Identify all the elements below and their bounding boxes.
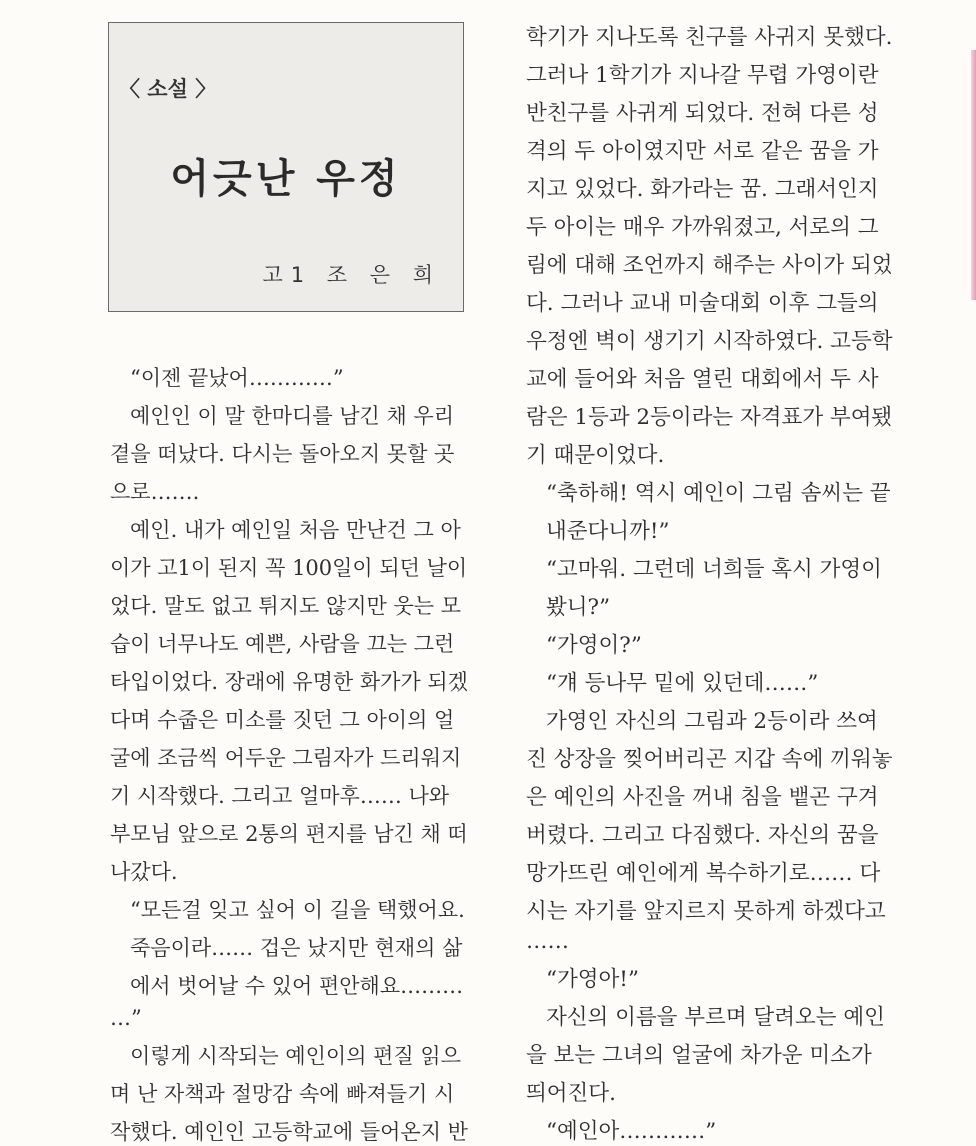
text-line: 자신의 이름을 부르며 달려오는 예인 (546, 1005, 885, 1030)
text-line: 다. 그러나 교내 미술대회 이후 그들의 (526, 291, 879, 316)
text-line: …” (110, 1006, 142, 1030)
text-line: 기 시작했다. 그리고 얼마후…… 나와 (110, 784, 450, 808)
text-line: 으로……. (110, 480, 200, 504)
text-line: 시는 자기를 앞지르지 못하게 하겠다고 (526, 899, 886, 924)
text-line: “예인아…………” (546, 1119, 717, 1144)
text-line: “모든걸 잊고 싶어 이 길을 택했어요. (130, 898, 465, 922)
text-line: 부모님 앞으로 2통의 편지를 남긴 채 떠 (110, 822, 468, 846)
text-line: 굴에 조금씩 어두운 그림자가 드리워지 (110, 746, 462, 770)
text-line: 교에 들어와 처음 열린 대회에서 두 사 (526, 367, 879, 392)
text-line: 작했다. 예인인 고등학교에 들어온지 반 (110, 1120, 468, 1144)
text-line: 학기가 지나도록 친구를 사귀지 못했다. (526, 25, 893, 50)
text-line: “이젠 끝났어…………” (130, 366, 344, 390)
text-line: 예인인 이 말 한마디를 남긴 채 우리 (130, 404, 455, 428)
text-line: 가영인 자신의 그림과 2등이라 쓰여 (546, 709, 878, 734)
text-line: 진 상장을 찢어버리곤 지갑 속에 끼워놓 (526, 747, 893, 772)
text-line: 며 난 자책과 절망감 속에 빠져들기 시 (110, 1082, 455, 1106)
author-byline: 고1 조 은 희 (262, 263, 441, 287)
text-line: 두 아이는 매우 가까워졌고, 서로의 그 (526, 215, 879, 240)
text-line: 었다. 말도 없고 튀지도 않지만 웃는 모 (110, 594, 462, 618)
text-line: “가영이?” (546, 633, 642, 658)
text-line: 나갔다. (110, 860, 178, 884)
text-line: 은 예인의 사진을 꺼내 침을 뱉곤 구겨 (526, 785, 879, 810)
text-line: 내준다니까!” (546, 519, 670, 544)
text-line: 예인. 내가 예인일 처음 만난건 그 아 (130, 518, 461, 542)
text-line: 습이 너무나도 예쁜, 사람을 끄는 그런 (110, 632, 455, 656)
text-line: “가영아!” (546, 967, 639, 992)
text-line: 봤니?” (546, 595, 611, 620)
text-line: 에서 벗어날 수 있어 편안해요……… (130, 974, 464, 998)
text-line: 망가뜨린 예인에게 복수하기로…… 다 (526, 861, 881, 886)
text-line: …… (526, 929, 569, 954)
text-line: “걔 등나무 밑에 있던데……” (546, 671, 819, 696)
page-edge-marker (971, 50, 976, 300)
text-line: 이가 고1이 된지 꼭 100일이 되던 날이 (110, 556, 468, 580)
text-line: 죽음이라…… 겁은 났지만 현재의 삶 (130, 936, 463, 960)
text-line: 지고 있었다. 화가라는 꿈. 그래서인지 (526, 177, 879, 202)
text-line: 그러나 1학기가 지나갈 무렵 가영이란 (526, 63, 879, 88)
text-line: 곁을 떠났다. 다시는 돌아오지 못할 곳 (110, 442, 455, 466)
text-line: 다며 수줍은 미소를 짓던 그 아이의 얼 (110, 708, 455, 732)
text-line: 반친구를 사귀게 되었다. 전혀 다른 성 (526, 101, 879, 126)
text-line: 우정엔 벽이 생기기 시작하였다. 고등학 (526, 329, 893, 354)
text-line: 이렇게 시작되는 예인이의 편질 읽으 (130, 1044, 461, 1068)
text-line: 을 보는 그녀의 얼굴에 차가운 미소가 (526, 1043, 872, 1068)
text-line: 람은 1등과 2등이라는 자격표가 부여됐 (526, 405, 893, 430)
title-box (108, 22, 464, 312)
section-label: 〈 소설 〉 (119, 77, 217, 101)
text-line: 띄어진다. (526, 1081, 616, 1106)
text-line: 격의 두 아이였지만 서로 같은 꿈을 가 (526, 139, 879, 164)
story-title: 어긋난 우정 (170, 156, 402, 202)
text-line: 타입이었다. 장래에 유명한 화가가 되겠 (110, 670, 468, 694)
text-line: 기 때문이었다. (526, 443, 665, 468)
text-line: 버렸다. 그리고 다짐했다. 자신의 꿈을 (526, 823, 879, 848)
text-line: “고마워. 그런데 너희들 혹시 가영이 (546, 557, 882, 582)
text-line: 림에 대해 조언까지 해주는 사이가 되었 (526, 253, 893, 278)
text-line: “축하해! 역시 예인이 그림 솜씨는 끝 (546, 481, 891, 506)
